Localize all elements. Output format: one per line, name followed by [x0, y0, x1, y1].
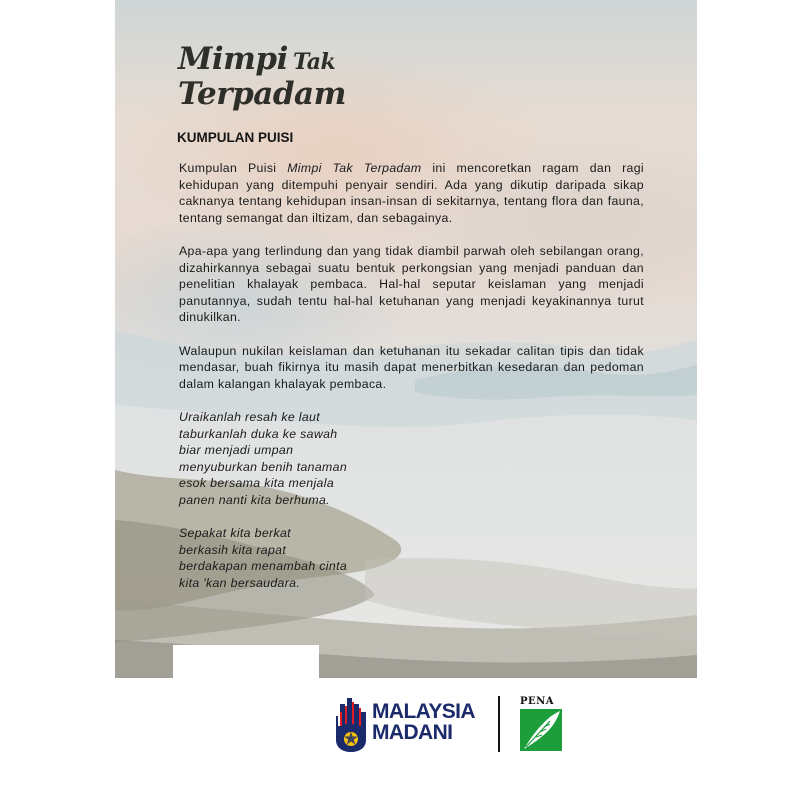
paragraph-1-rest: ini mencoretkan ragam dan ragi kehidupan yang ditempuhi penyair sendiri. Ada yang dikutip daripada sikap caknanya tentang kehidupan insan-insan di sekitarnya, tentang flora dan fauna, tentang semangat dan iltizam, dan sebagainya.	[179, 161, 644, 225]
poem-line: esok bersama kita menjala	[179, 476, 335, 491]
book-title	[178, 41, 346, 114]
synopsis-paragraph-1	[179, 160, 644, 226]
title-word-terpadam: Terpadam	[178, 76, 346, 112]
malaysia-madani-line-1: MALAYSIA	[372, 700, 475, 723]
title-word-mimpi: Mimpi	[178, 41, 288, 77]
book-subtitle: KUMPULAN PUISI	[177, 130, 294, 145]
poem-stanza-1	[179, 409, 644, 509]
poem-line: biar menjadi umpan	[179, 443, 294, 458]
synopsis-paragraph-2: Apa-apa yang terlindung dan yang tidak diambil parwah oleh sebilangan orang, dizahirkannya sebagai suatu bentuk perkongsian yang menjadi panduan dan penelitian khalayak pembaca. Hal-hal seputar keislaman yang menjadi panutannya, sudah tentu hal-hal ketuhanan yang menjadi keyakinannya turut dinukilkan.	[179, 243, 644, 325]
barcode-area	[173, 645, 319, 678]
poem-line: taburkanlah duka ke sawah	[179, 426, 338, 441]
paragraph-1-book-title: Mimpi Tak Terpadam	[287, 161, 422, 175]
malaysia-madani-line-2: MADANI	[372, 721, 453, 744]
pena-label: PENA	[520, 696, 555, 707]
malaysia-madani-wordmark	[372, 701, 475, 743]
pena-quill-icon	[520, 709, 562, 751]
poem-line: panen nanti kita berhuma.	[179, 492, 330, 507]
poem-line: menyuburkan benih tanaman	[179, 459, 348, 474]
poem-stanza-2	[179, 525, 644, 591]
book-back-cover	[115, 0, 697, 678]
synopsis-paragraph-3: Walaupun nukilan keislaman dan ketuhanan itu sekadar calitan tipis dan tidak mendasar, buah fikirnya itu masih dapat menerbitkan kesedaran dan pedoman dalam kalangan khalayak pembaca.	[179, 343, 644, 391]
poem-line: berdakapan menambah cinta	[179, 559, 348, 574]
title-word-tak: Tak	[292, 49, 336, 75]
paragraph-1-lead: Kumpulan Puisi	[179, 161, 288, 175]
poem-line: berkasih kita rapat	[179, 542, 287, 557]
poem-line: Sepakat kita berkat	[179, 526, 291, 541]
poem-line: kita 'kan bersaudara.	[179, 575, 301, 590]
malaysia-madani-hand-icon	[333, 696, 369, 752]
synopsis	[179, 160, 644, 608]
logo-divider	[498, 696, 500, 752]
publisher-logos	[333, 694, 573, 754]
poem-line: Uraikanlah resah ke laut	[179, 409, 321, 424]
